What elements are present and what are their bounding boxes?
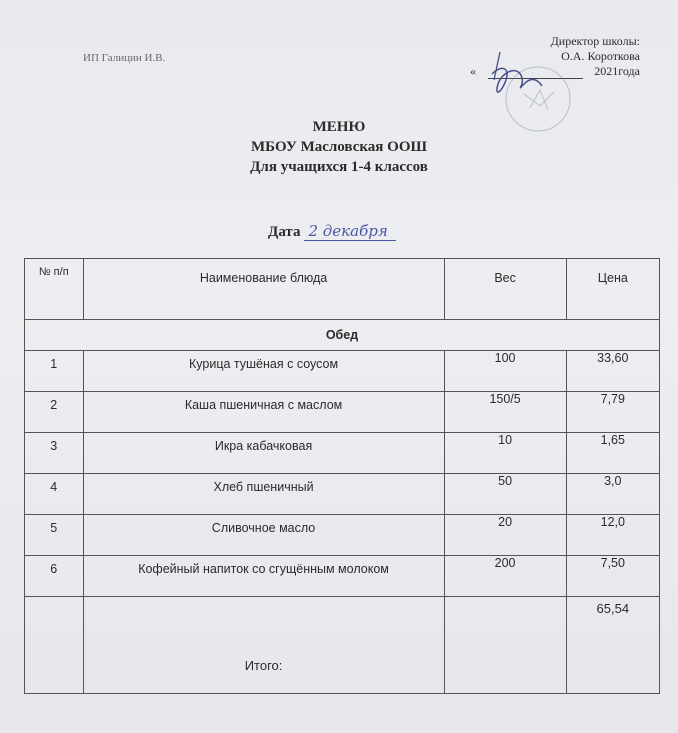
table-header-row xyxy=(25,259,660,320)
row-price: 33,60 xyxy=(566,351,659,392)
row-price: 7,50 xyxy=(566,556,659,597)
date-row xyxy=(268,222,396,241)
approver-title: Директор школы: xyxy=(550,34,640,48)
table-row xyxy=(25,392,660,433)
row-weight: 20 xyxy=(444,515,566,556)
total-empty-cell xyxy=(444,597,566,694)
section-label: Обед xyxy=(25,320,660,351)
total-row xyxy=(25,597,660,694)
section-row xyxy=(25,320,660,351)
row-weight: 200 xyxy=(444,556,566,597)
table-row xyxy=(25,474,660,515)
row-num: 5 xyxy=(25,515,84,556)
menu-table xyxy=(24,258,660,694)
row-weight: 100 xyxy=(444,351,566,392)
table-row xyxy=(25,433,660,474)
title-block xyxy=(0,117,678,177)
row-num: 4 xyxy=(25,474,84,515)
approval-day-quote: « xyxy=(470,64,476,78)
approver-name: О.А. Короткова xyxy=(561,49,640,63)
row-num: 3 xyxy=(25,433,84,474)
row-num: 6 xyxy=(25,556,84,597)
table-row xyxy=(25,556,660,597)
row-price: 1,65 xyxy=(566,433,659,474)
header-num: № п/п xyxy=(25,259,84,320)
header-weight: Вес xyxy=(444,259,566,320)
row-name: Каша пшеничная с маслом xyxy=(83,392,444,433)
total-label: Итого: xyxy=(83,597,444,694)
row-price: 12,0 xyxy=(566,515,659,556)
table-row xyxy=(25,351,660,392)
header-name: Наименование блюда xyxy=(83,259,444,320)
row-name: Кофейный напиток со сгущённым молоком xyxy=(83,556,444,597)
row-name: Курица тушёная с соусом xyxy=(83,351,444,392)
school-name: МБОУ Масловская ООШ xyxy=(251,139,427,155)
row-name: Хлеб пшеничный xyxy=(83,474,444,515)
row-weight: 150/5 xyxy=(444,392,566,433)
row-name: Икра кабачковая xyxy=(83,433,444,474)
row-weight: 50 xyxy=(444,474,566,515)
audience-line: Для учащихся 1-4 классов xyxy=(250,159,428,175)
date-label: Дата xyxy=(268,224,301,240)
row-price: 3,0 xyxy=(566,474,659,515)
row-name: Сливочное масло xyxy=(83,515,444,556)
total-empty-cell xyxy=(25,597,84,694)
row-weight: 10 xyxy=(444,433,566,474)
menu-title: МЕНЮ xyxy=(312,119,366,135)
row-num: 1 xyxy=(25,351,84,392)
table-row xyxy=(25,515,660,556)
total-value: 65,54 xyxy=(566,597,659,694)
header-price: Цена xyxy=(566,259,659,320)
row-price: 7,79 xyxy=(566,392,659,433)
date-handwritten-value: 2 декабря xyxy=(304,222,395,241)
row-num: 2 xyxy=(25,392,84,433)
approval-year: 2021года xyxy=(594,64,640,78)
organization-label: ИП Галицин И.В. xyxy=(83,52,166,64)
